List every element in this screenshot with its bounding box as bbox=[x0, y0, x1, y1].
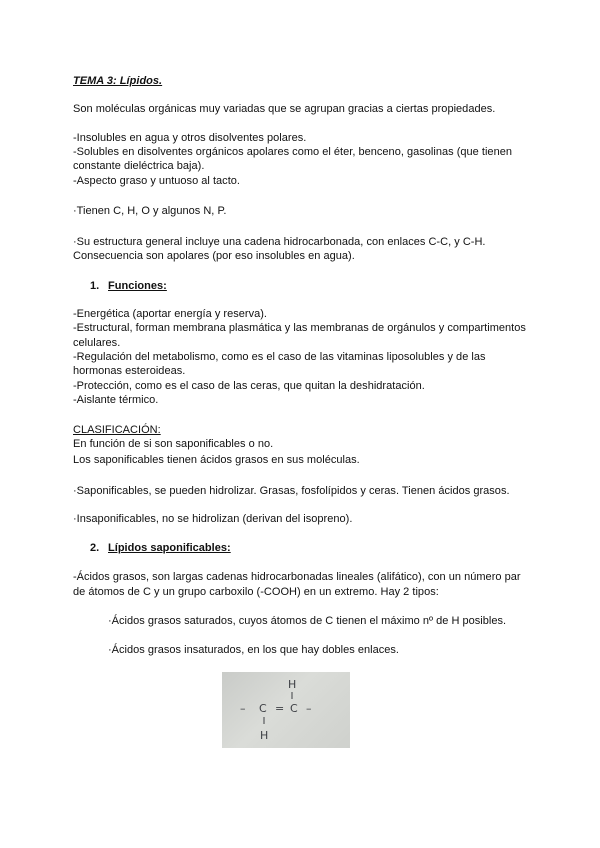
function-line: celulares. bbox=[73, 337, 121, 349]
property-line: constante dieléctrica baja). bbox=[73, 160, 205, 172]
intro-paragraph: Son moléculas orgánicas muy variadas que se agrupan gracias a ciertas propiedades. bbox=[73, 103, 496, 115]
fatty-acid-type-line: ·Ácidos grasos insaturados, en los que hay dobles enlaces. bbox=[108, 644, 399, 656]
function-line: -Regulación del metabolismo, como es el caso de las vitaminas liposolubles y de las bbox=[73, 351, 486, 363]
sketch-h-top: H bbox=[288, 678, 297, 691]
composition-line: ·Tienen C, H, O y algunos N, P. bbox=[73, 205, 227, 217]
section-label: Funciones: bbox=[108, 280, 167, 292]
section-number: 1. bbox=[90, 280, 100, 292]
function-line: -Protección, como es el caso de las ceras, que quitan la deshidratación. bbox=[73, 380, 425, 392]
section-heading-lipidos-saponificables bbox=[90, 541, 231, 555]
structure-line: ·Su estructura general incluye una cadena hidrocarbonada, con enlaces C-C, y C-H. bbox=[73, 236, 486, 248]
saponificables-line: ·Saponificables, se pueden hidrolizar. Grasas, fosfolípidos y ceras. Tienen ácidos grasos. bbox=[73, 485, 510, 497]
double-bond-sketch-photo bbox=[222, 672, 350, 748]
section-number: 2. bbox=[90, 542, 100, 554]
sketch-left-dash: – bbox=[240, 702, 246, 715]
page-title: TEMA 3: Lípidos. bbox=[73, 75, 163, 87]
function-line: hormonas esteroideas. bbox=[73, 365, 186, 377]
function-line: -Aislante térmico. bbox=[73, 394, 159, 406]
fatty-acids-line: de átomos de C y un grupo carboxilo (-COOH) en un extremo. Hay 2 tipos: bbox=[73, 586, 439, 598]
structure-line: Consecuencia son apolares (por eso insolubles en agua). bbox=[73, 250, 355, 262]
section-label: Lípidos saponificables: bbox=[108, 542, 231, 554]
classification-heading: CLASIFICACIÓN: bbox=[73, 424, 161, 436]
sketch-c1: C bbox=[259, 702, 267, 715]
classification-line: Los saponificables tienen ácidos grasos en sus moléculas. bbox=[73, 454, 360, 466]
fatty-acids-line: -Ácidos grasos, son largas cadenas hidrocarbonadas lineales (alifático), con un número par bbox=[73, 571, 521, 583]
property-line: -Solubles en disolventes orgánicos apolares como el éter, benceno, gasolinas (que tienen bbox=[73, 146, 512, 158]
sketch-equals: = bbox=[275, 702, 285, 715]
sketch-right-dash: – bbox=[306, 702, 312, 715]
insaponificables-line: ·Insaponificables, no se hidrolizan (derivan del isopreno). bbox=[73, 513, 353, 525]
property-line: -Aspecto graso y untuoso al tacto. bbox=[73, 175, 240, 187]
function-line: -Energética (aportar energía y reserva). bbox=[73, 308, 267, 320]
classification-line: En función de si son saponificables o no. bbox=[73, 438, 274, 450]
section-heading-funciones bbox=[90, 279, 167, 293]
double-bond-sketch bbox=[222, 672, 350, 748]
sketch-c2: C bbox=[290, 702, 298, 715]
function-line: -Estructural, forman membrana plasmática y las membranas de orgánulos y compartimentos bbox=[73, 322, 526, 334]
property-line: -Insolubles en agua y otros disolventes polares. bbox=[73, 132, 307, 144]
fatty-acid-type-line: ·Ácidos grasos saturados, cuyos átomos de C tienen el máximo nº de H posibles. bbox=[108, 615, 507, 627]
sketch-h-bottom: H bbox=[260, 729, 269, 742]
